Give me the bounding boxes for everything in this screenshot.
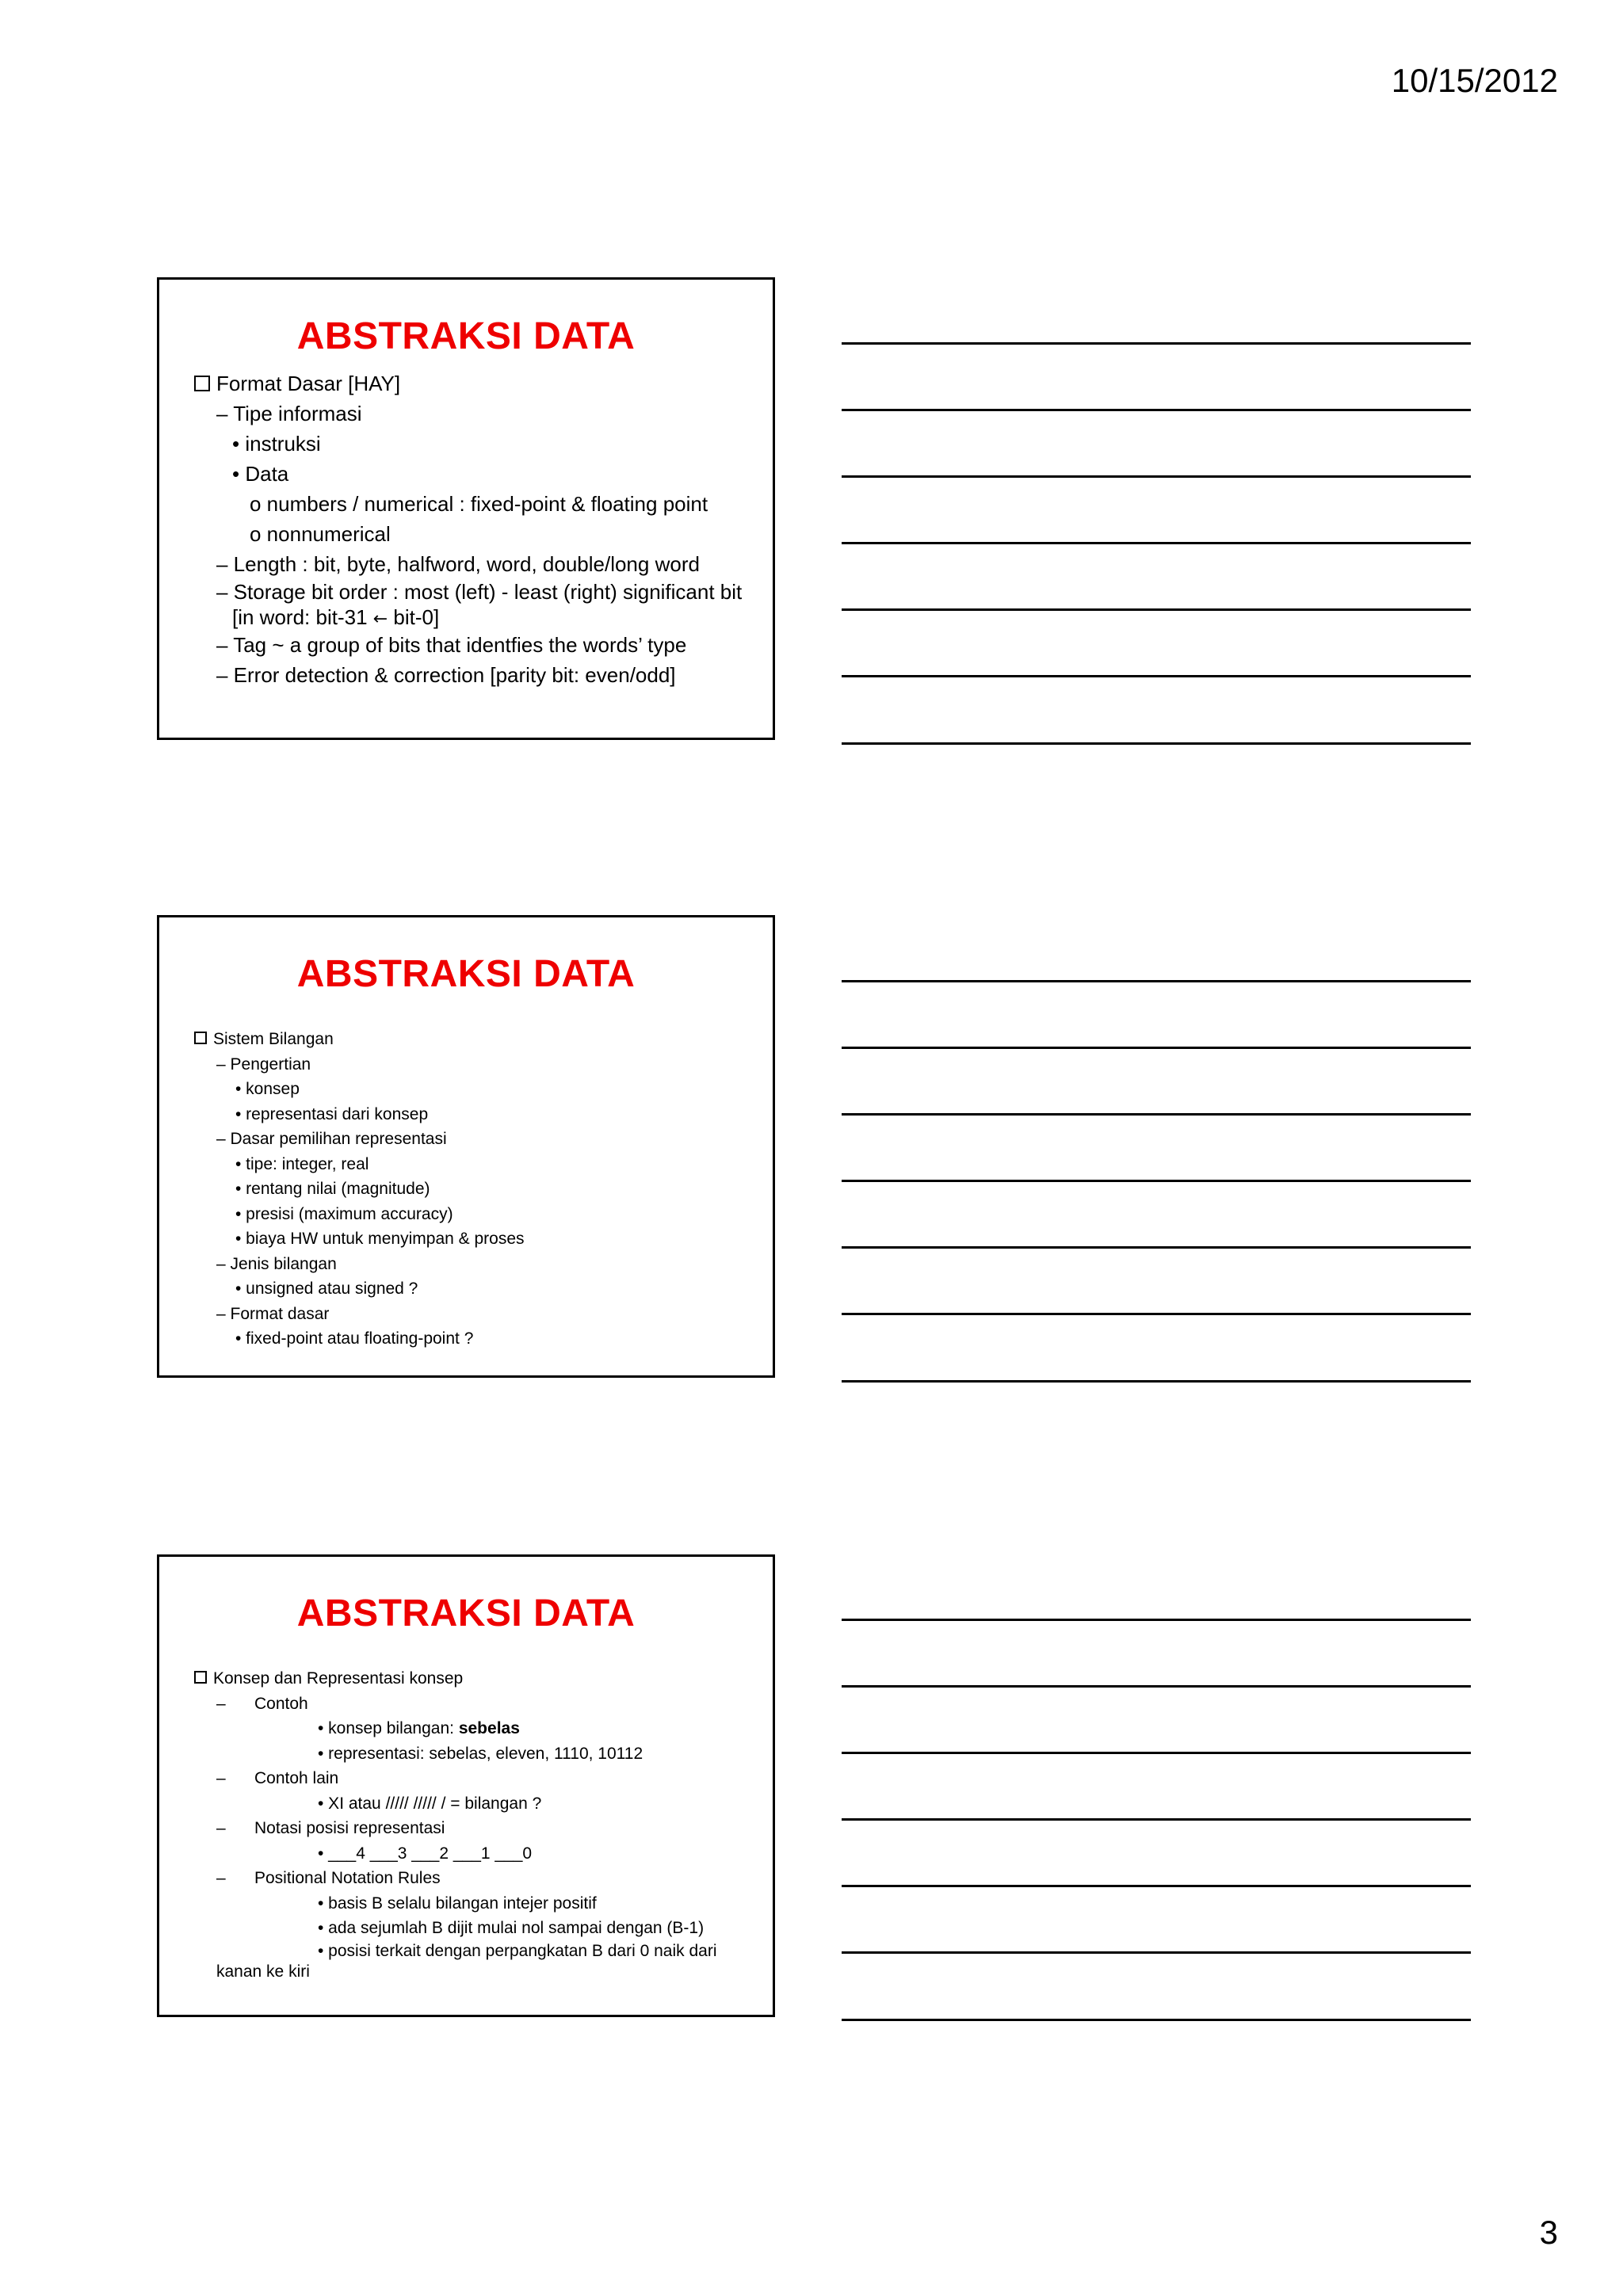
left-arrow-icon: ← <box>372 609 388 629</box>
list-item: – Storage bit order : most (left) - least (right) significant bit <box>216 580 743 604</box>
list-item: • biaya HW untuk menyimpan & proses <box>235 1230 525 1248</box>
list-item: – Positional Notation Rules <box>216 1869 441 1887</box>
list-item: • rentang nilai (magnitude) <box>235 1180 430 1198</box>
list-item: • XI atau ///// ///// / = bilangan ? <box>318 1794 542 1813</box>
note-line <box>842 1951 1471 1954</box>
list-item: • tipe: integer, real <box>235 1154 369 1173</box>
checkbox-bullet-icon <box>194 376 210 391</box>
list-item: – Format dasar <box>216 1304 330 1323</box>
note-line <box>842 1885 1471 1887</box>
list-item: • fixed-point atau floating-point ? <box>235 1329 474 1348</box>
date-header: 10/15/2012 <box>1391 62 1558 99</box>
list-item: – Tipe informasi <box>216 402 362 425</box>
list-item: • representasi dari konsep <box>235 1104 429 1123</box>
list-item: • basis B selalu bilangan intejer positif <box>318 1894 597 1913</box>
note-line <box>842 675 1471 677</box>
slide-title: ABSTRAKSI DATA <box>296 953 636 995</box>
note-line <box>842 1313 1471 1315</box>
note-line <box>842 1818 1471 1821</box>
list-item: • konsep bilangan: sebelas <box>318 1719 520 1737</box>
slide-2 <box>157 915 775 1378</box>
note-line <box>842 1619 1471 1621</box>
list-item: – Jenis bilangan <box>216 1254 337 1273</box>
slide-1 <box>157 277 775 740</box>
checkbox-bullet-icon <box>194 1671 207 1684</box>
slide-content <box>194 1027 757 1352</box>
list-item: o numbers / numerical : fixed-point & floating point <box>250 492 708 516</box>
list-item: o nonnumerical <box>250 522 391 546</box>
note-line <box>842 1380 1471 1383</box>
note-line <box>842 742 1471 745</box>
list-item: Sistem Bilangan <box>194 1027 757 1052</box>
note-line <box>842 1113 1471 1116</box>
slide-content <box>194 368 757 690</box>
list-item: Format Dasar [HAY] <box>194 368 757 399</box>
list-item: • unsigned atau signed ? <box>235 1280 418 1298</box>
list-item: kanan ke kiri <box>216 1962 310 1981</box>
note-line <box>842 1685 1471 1688</box>
note-line <box>842 475 1471 478</box>
list-item: – Contoh <box>216 1694 308 1713</box>
note-line <box>842 409 1471 411</box>
list-item: – Contoh lain <box>216 1769 339 1787</box>
note-line <box>842 542 1471 544</box>
list-item: Konsep dan Representasi konsep <box>194 1666 757 1691</box>
checkbox-bullet-icon <box>194 1032 207 1044</box>
slide-content <box>194 1666 757 1982</box>
note-line <box>842 608 1471 611</box>
list-item: [in word: bit-31 ← bit-0] <box>232 605 440 629</box>
list-item: • posisi terkait dengan perpangkatan B dari 0 naik dari <box>318 1941 717 1960</box>
note-line <box>842 1047 1471 1049</box>
note-line <box>842 1180 1471 1182</box>
slide-title: ABSTRAKSI DATA <box>296 315 636 357</box>
list-item: – Dasar pemilihan representasi <box>216 1130 447 1148</box>
list-item: – Pengertian <box>216 1055 311 1074</box>
list-item: – Tag ~ a group of bits that identfies the words’ type <box>216 633 687 657</box>
list-item: – Length : bit, byte, halfword, word, double/long word <box>216 552 700 576</box>
list-item: • konsep <box>235 1080 300 1098</box>
slide-title: ABSTRAKSI DATA <box>296 1592 636 1634</box>
list-item: • ___4 ___3 ___2 ___1 ___0 <box>318 1844 533 1863</box>
note-line <box>842 2019 1471 2021</box>
note-line <box>842 1752 1471 1754</box>
list-item: • instruksi <box>232 432 321 456</box>
list-item: – Notasi posisi representasi <box>216 1819 445 1837</box>
list-item: • presisi (maximum accuracy) <box>235 1204 453 1223</box>
note-line <box>842 980 1471 982</box>
list-item: • representasi: sebelas, eleven, 1110, 10112 <box>318 1744 643 1763</box>
list-item: • Data <box>232 462 289 486</box>
page-number: 3 <box>1539 2214 1558 2251</box>
slide-3 <box>157 1554 775 2017</box>
list-item: – Error detection & correction [parity bit: even/odd] <box>216 663 676 687</box>
list-item: • ada sejumlah B dijit mulai nol sampai dengan (B-1) <box>318 1919 705 1937</box>
note-line <box>842 342 1471 345</box>
note-line <box>842 1246 1471 1249</box>
